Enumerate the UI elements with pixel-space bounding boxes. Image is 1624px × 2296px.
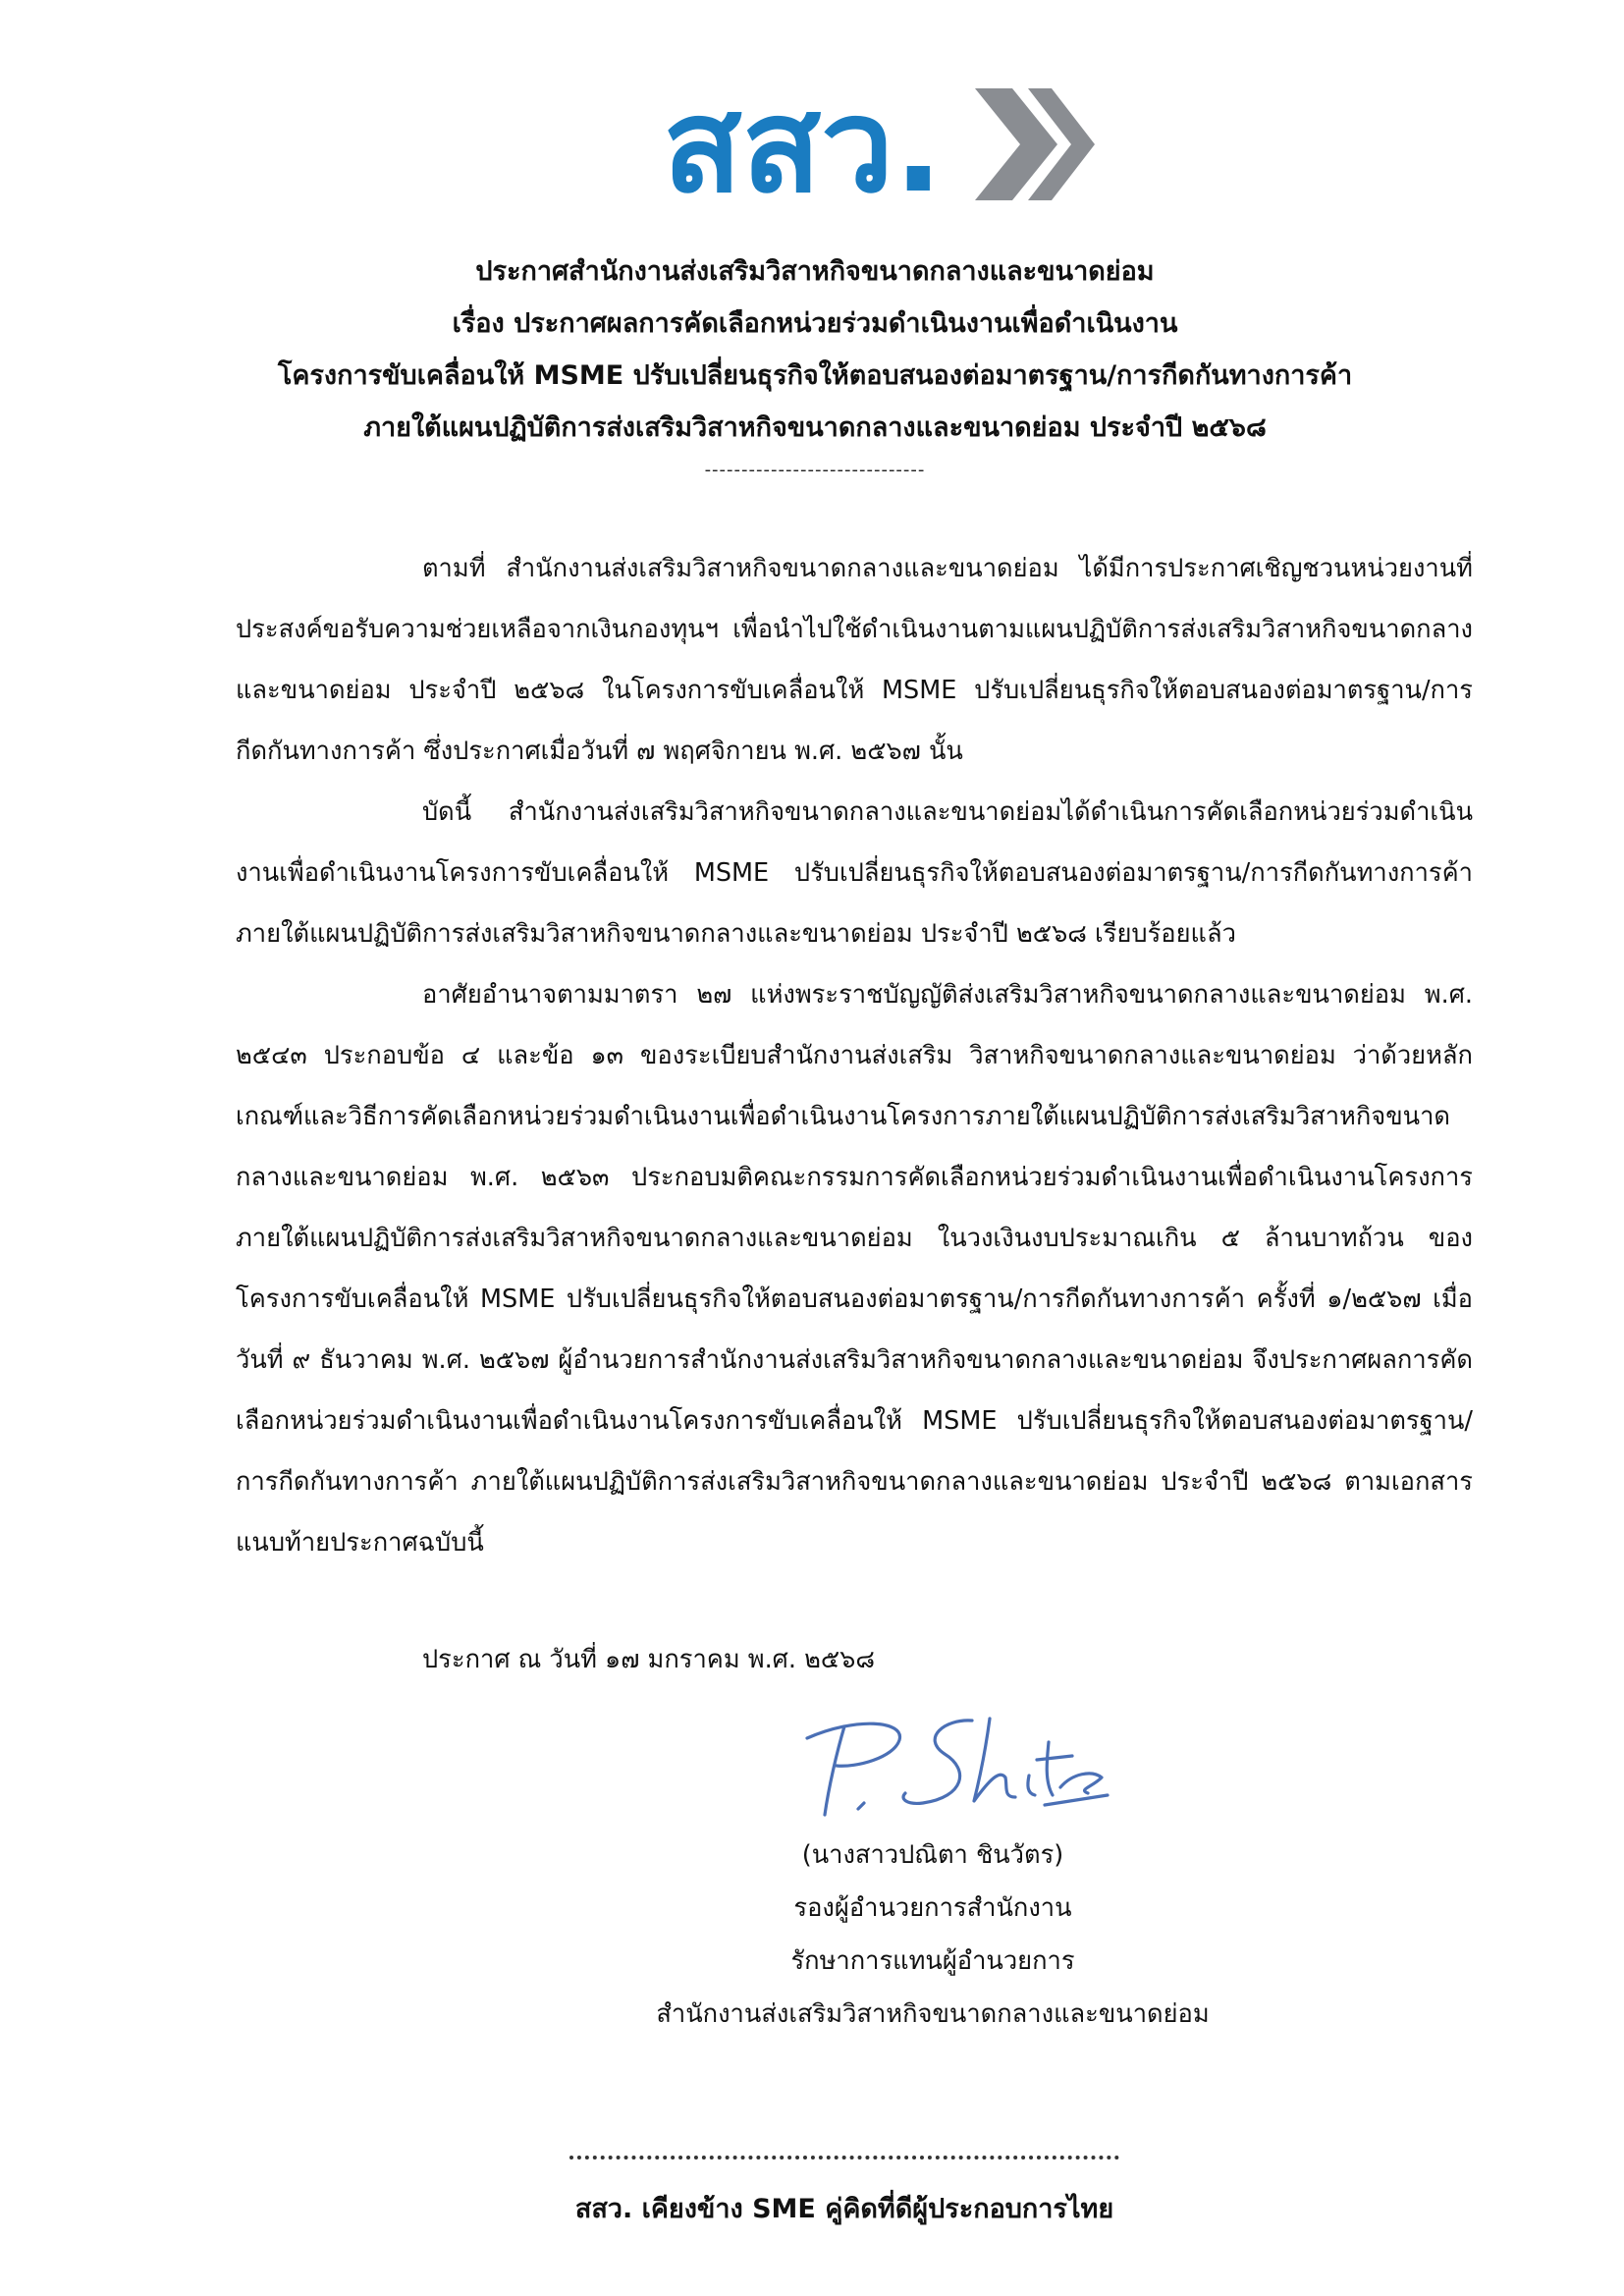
body-paragraph-1: ตามที่ สำนักงานส่งเสริมวิสาหกิจขนาดกลางและขนาดย่อม ได้มีการประกาศเชิญชวนหน่วยงานที่ประสงค์ขอรับความช่วยเหลือจากเงินกองทุนฯ เพื่อนำไปใช้ดำเนินงานตามแผนปฏิบัติการส่งเสริมวิสาหกิจขนาดกลางและขนาดย่อม ประจำปี ๒๕๖๘ ในโครงการขับเคลื่อนให้ MSME ปรับเปลี่ยนธุรกิจให้ตอบสนองต่อมาตรฐาน/การกีดกันทางการค้า ซึ่งประกาศเมื่อวันที่ ๗ พฤศจิกายน พ.ศ. ๒๕๖๗ นั้น <box>236 554 1473 766</box>
title-line-4: ภายใต้แผนปฏิบัติการส่งเสริมวิสาหกิจขนาดกลางและขนาดย่อม ประจำปี ๒๕๖๘ <box>363 412 1267 443</box>
signature-graphic <box>797 1699 1111 1827</box>
title-line-3: โครงการขับเคลื่อนให้ MSME ปรับเปลี่ยนธุรกิจให้ตอบสนองต่อมาตรฐาน/การกีดกันทางการค้า <box>277 360 1353 391</box>
logo-wordmark: สสว. <box>663 71 944 218</box>
announcement-body <box>236 538 1473 1573</box>
title-line-2: เรื่อง ประกาศผลการคัดเลือกหน่วยร่วมดำเนินงานเพื่อดำเนินงาน <box>452 308 1178 339</box>
osmep-logo-graphic <box>663 71 1095 218</box>
chevron-icon <box>975 88 1095 200</box>
signer-acting-role: รักษาการแทนผู้อำนวยการ <box>790 1946 1075 1976</box>
announcement-title <box>177 246 1453 485</box>
signer-office: สำนักงานส่งเสริมวิสาหกิจขนาดกลางและขนาดย่อม <box>656 1999 1210 2029</box>
signer-name: (นางสาวปณิตา ชินวัตร) <box>801 1840 1064 1870</box>
footer-slogan: สสว. เคียงข้าง SME คู่คิดที่ดีผู้ประกอบการไทย <box>574 2194 1114 2224</box>
title-line-1: ประกาศสำนักงานส่งเสริมวิสาหกิจขนาดกลางและขนาดย่อม <box>475 256 1155 287</box>
body-paragraph-3: อาศัยอำนาจตามมาตรา ๒๗ แห่งพระราชบัญญัติส่งเสริมวิสาหกิจขนาดกลางและขนาดย่อม พ.ศ. ๒๕๔๓ ประกอบข้อ ๔ และข้อ ๑๓ ของระเบียบสำนักงานส่งเสริม วิสาหกิจขนาดกลางและขนาดย่อม ว่าด้วยหลักเกณฑ์และวิธีการคัดเลือกหน่วยร่วมดำเนินงานเพื่อดำเนินงานโครงการภายใต้แผนปฏิบัติการส่งเสริมวิสาหกิจขนาดกลางและขนาดย่อม พ.ศ. ๒๕๖๓ ประกอบมติคณะกรรมการคัดเลือกหน่วยร่วมดำเนินงานเพื่อดำเนินงานโครงการภายใต้แผนปฏิบัติการส่งเสริมวิสาหกิจขนาดกลางและขนาดย่อม ในวงเงินงบประมาณเกิน ๕ ล้านบาทถ้วน ของโครงการขับเคลื่อนให้ MSME ปรับเปลี่ยนธุรกิจให้ตอบสนองต่อมาตรฐาน/การกีดกันทางการค้า ครั้งที่ ๑/๒๕๖๗ เมื่อวันที่ ๙ ธันวาคม พ.ศ. ๒๕๖๗ ผู้อำนวยการสำนักงานส่งเสริมวิสาหกิจขนาดกลางและขนาดย่อม จึงประกาศผลการคัดเลือกหน่วยร่วมดำเนินงานเพื่อดำเนินงานโครงการขับเคลื่อนให้ MSME ปรับเปลี่ยนธุรกิจให้ตอบสนองต่อมาตรฐาน/การกีดกันทางการค้า ภายใต้แผนปฏิบัติการส่งเสริมวิสาหกิจขนาดกลางและขนาดย่อม ประจำปี ๒๕๖๘ ตามเอกสารแนบท้ายประกาศฉบับนี้ <box>236 980 1473 1558</box>
title-separator: ------------------------------ <box>704 460 926 480</box>
handwritten-signature <box>797 1699 1111 1827</box>
body-paragraph-2: บัดนี้ สำนักงานส่งเสริมวิสาหกิจขนาดกลางและขนาดย่อมได้ดำเนินการคัดเลือกหน่วยร่วมดำเนินงานเพื่อดำเนินงานโครงการขับเคลื่อนให้ MSME ปรับเปลี่ยนธุรกิจให้ตอบสนองต่อมาตรฐาน/การกีดกันทางการค้า ภายใต้แผนปฏิบัติการส่งเสริมวิสาหกิจขนาดกลางและขนาดย่อม ประจำปี ๒๕๖๘ เรียบร้อยแล้ว <box>236 797 1473 949</box>
signer-position: รองผู้อำนวยการสำนักงาน <box>793 1893 1072 1923</box>
signer-block <box>589 1829 1276 2041</box>
footer-divider <box>569 2156 1119 2159</box>
announcement-date: ประกาศ ณ วันที่ ๑๗ มกราคม พ.ศ. ๒๕๖๘ <box>422 1645 876 1674</box>
osmep-logo <box>663 71 1095 218</box>
